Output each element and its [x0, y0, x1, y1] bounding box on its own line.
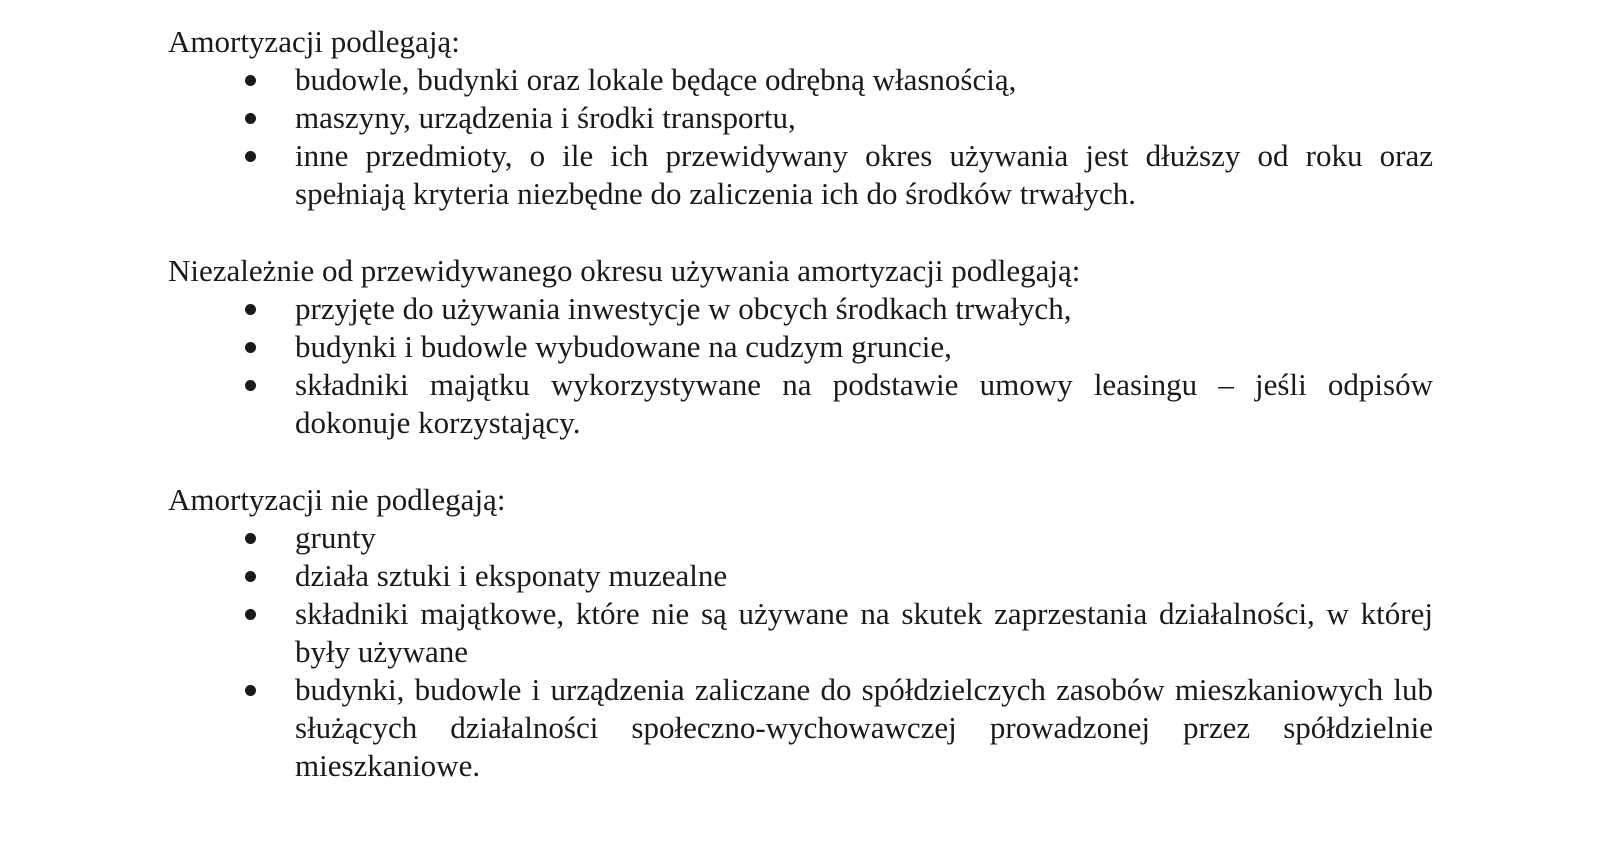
list-item-text: składniki majątku wykorzystywane na podstawie umowy leasingu – jeśli odpisów dokonuje korzystający.: [295, 367, 1433, 440]
bullet-icon: [245, 151, 256, 162]
list-item-text: przyjęte do używania inwestycje w obcych środkach trwałych,: [295, 291, 1072, 326]
list-item: [168, 99, 1433, 137]
list-item: [168, 519, 1433, 557]
bullet-icon: [245, 75, 256, 86]
bullet-list: [168, 519, 1433, 785]
list-item: [168, 61, 1433, 99]
list-item-text: składniki majątkowe, które nie są używane na skutek zaprzestania działalności, w której były używane: [295, 596, 1433, 669]
section-non-depreciable: [168, 480, 1433, 785]
list-item-text: grunty: [295, 520, 376, 555]
list-item: [168, 366, 1433, 442]
list-item: [168, 671, 1433, 785]
list-item: [168, 557, 1433, 595]
list-item: [168, 328, 1433, 366]
list-item: [168, 137, 1433, 213]
list-item-text: budowle, budynki oraz lokale będące odrębną własnością,: [295, 62, 1017, 97]
bullet-list: [168, 61, 1433, 213]
bullet-icon: [245, 685, 256, 696]
bullet-icon: [245, 304, 256, 315]
list-item-text: inne przedmioty, o ile ich przewidywany okres używania jest dłuższy od roku oraz spełniają kryteria niezbędne do zaliczenia ich do środków trwałych.: [295, 138, 1433, 211]
bullet-icon: [245, 609, 256, 620]
bullet-icon: [245, 533, 256, 544]
section-heading: Niezależnie od przewidywanego okresu używania amortyzacji podlegają:: [168, 253, 1081, 288]
bullet-icon: [245, 571, 256, 582]
document-page: [168, 22, 1433, 823]
section-heading: Amortyzacji podlegają:: [168, 24, 460, 59]
list-item-text: budynki i budowle wybudowane na cudzym gruncie,: [295, 329, 952, 364]
section-depreciable-regardless: [168, 251, 1433, 442]
bullet-icon: [245, 113, 256, 124]
section-depreciable: [168, 22, 1433, 213]
list-item-text: budynki, budowle i urządzenia zaliczane do spółdzielczych zasobów mieszkaniowych lub służących działalności społeczno-wychowawczej prowadzonej przez spółdzielnie mieszkaniowe.: [295, 672, 1433, 783]
section-heading: Amortyzacji nie podlegają:: [168, 482, 506, 517]
list-item: [168, 595, 1433, 671]
list-item-text: działa sztuki i eksponaty muzealne: [295, 558, 728, 593]
bullet-list: [168, 290, 1433, 442]
list-item-text: maszyny, urządzenia i środki transportu,: [295, 100, 796, 135]
bullet-icon: [245, 380, 256, 391]
bullet-icon: [245, 342, 256, 353]
list-item: [168, 290, 1433, 328]
